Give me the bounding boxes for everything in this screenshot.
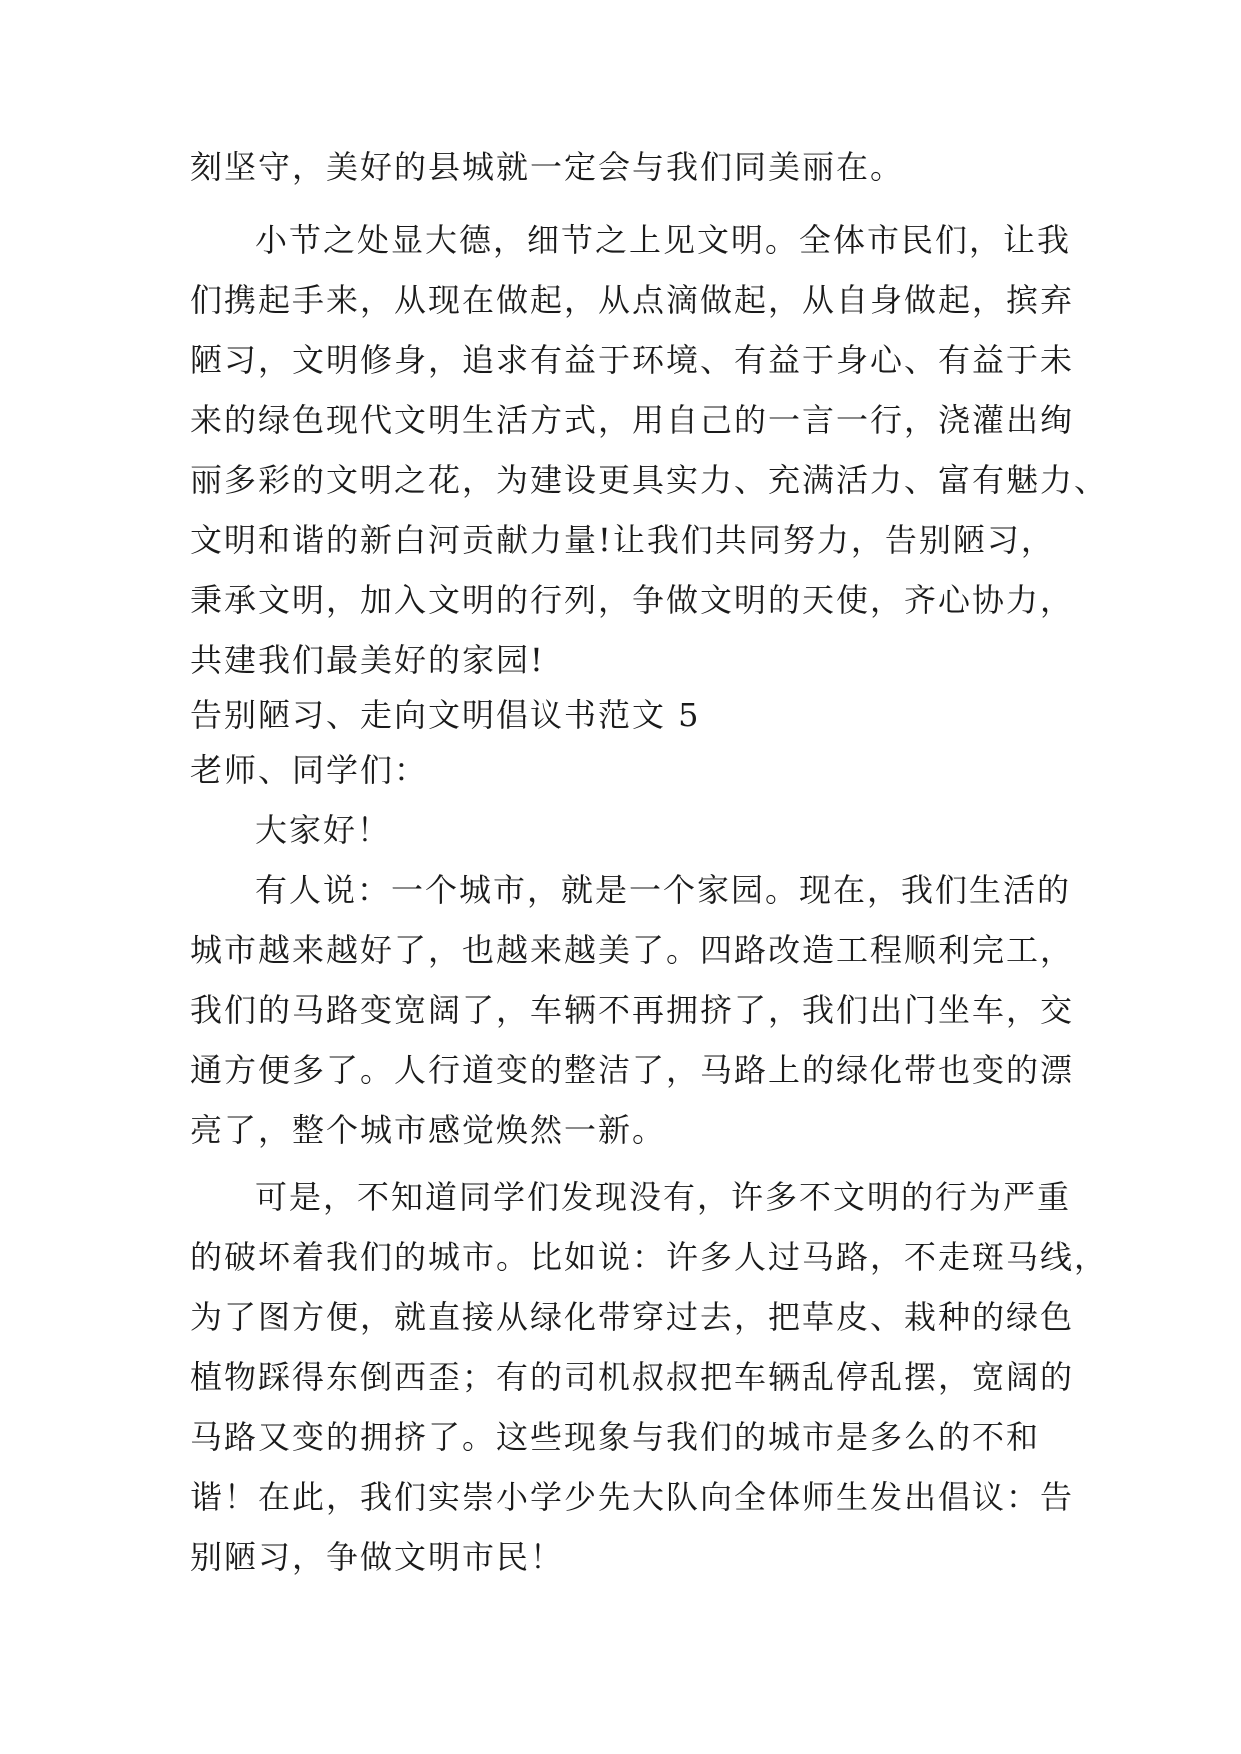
text-line: 来的绿色现代文明生活方式，用自己的一言一行，浇灌出绚 — [190, 401, 1075, 439]
section-heading: 告别陋习、走向文明倡议书范文 5 — [190, 696, 701, 734]
text-line: 马路又变的拥挤了。这些现象与我们的城市是多么的不和 — [190, 1418, 1041, 1456]
text-line: 陋习，文明修身，追求有益于环境、有益于身心、有益于未 — [190, 341, 1075, 379]
text-line: 丽多彩的文明之花，为建设更具实力、充满活力、富有魅力、 — [190, 461, 1109, 499]
text-line: 亮了，整个城市感觉焕然一新。 — [190, 1111, 667, 1149]
text-line: 有人说：一个城市，就是一个家园。现在，我们生活的 — [255, 871, 1072, 909]
text-line: 谐！在此，我们实崇小学少先大队向全体师生发出倡议：告 — [190, 1478, 1075, 1516]
text-line: 共建我们最美好的家园! — [190, 641, 545, 679]
text-line: 植物踩得东倒西歪；有的司机叔叔把车辆乱停乱摆，宽阔的 — [190, 1358, 1075, 1396]
text-line: 城市越来越好了，也越来越美了。四路改造工程顺利完工， — [190, 931, 1075, 969]
text-line: 为了图方便，就直接从绿化带穿过去，把草皮、栽种的绿色 — [190, 1298, 1075, 1336]
text-line: 秉承文明，加入文明的行列，争做文明的天使，齐心协力， — [190, 581, 1075, 619]
text-line: 通方便多了。人行道变的整洁了，马路上的绿化带也变的漂 — [190, 1051, 1075, 1089]
text-line: 小节之处显大德，细节之上见文明。全体市民们，让我 — [255, 221, 1072, 259]
text-line: 别陋习，争做文明市民！ — [190, 1538, 565, 1576]
text-line: 们携起手来，从现在做起，从点滴做起，从自身做起，摈弃 — [190, 281, 1075, 319]
text-line: 我们的马路变宽阔了，车辆不再拥挤了，我们出门坐车，交 — [190, 991, 1075, 1029]
text-line: 刻坚守，美好的县城就一定会与我们同美丽在。 — [190, 148, 905, 186]
text-line: 的破坏着我们的城市。比如说：许多人过马路，不走斑马线， — [190, 1238, 1109, 1276]
salutation: 老师、同学们： — [190, 751, 429, 789]
text-line: 可是，不知道同学们发现没有，许多不文明的行为严重 — [255, 1178, 1072, 1216]
text-line: 文明和谐的新白河贡献力量!让我们共同努力，告别陋习， — [190, 521, 1055, 559]
greeting: 大家好！ — [255, 811, 392, 849]
